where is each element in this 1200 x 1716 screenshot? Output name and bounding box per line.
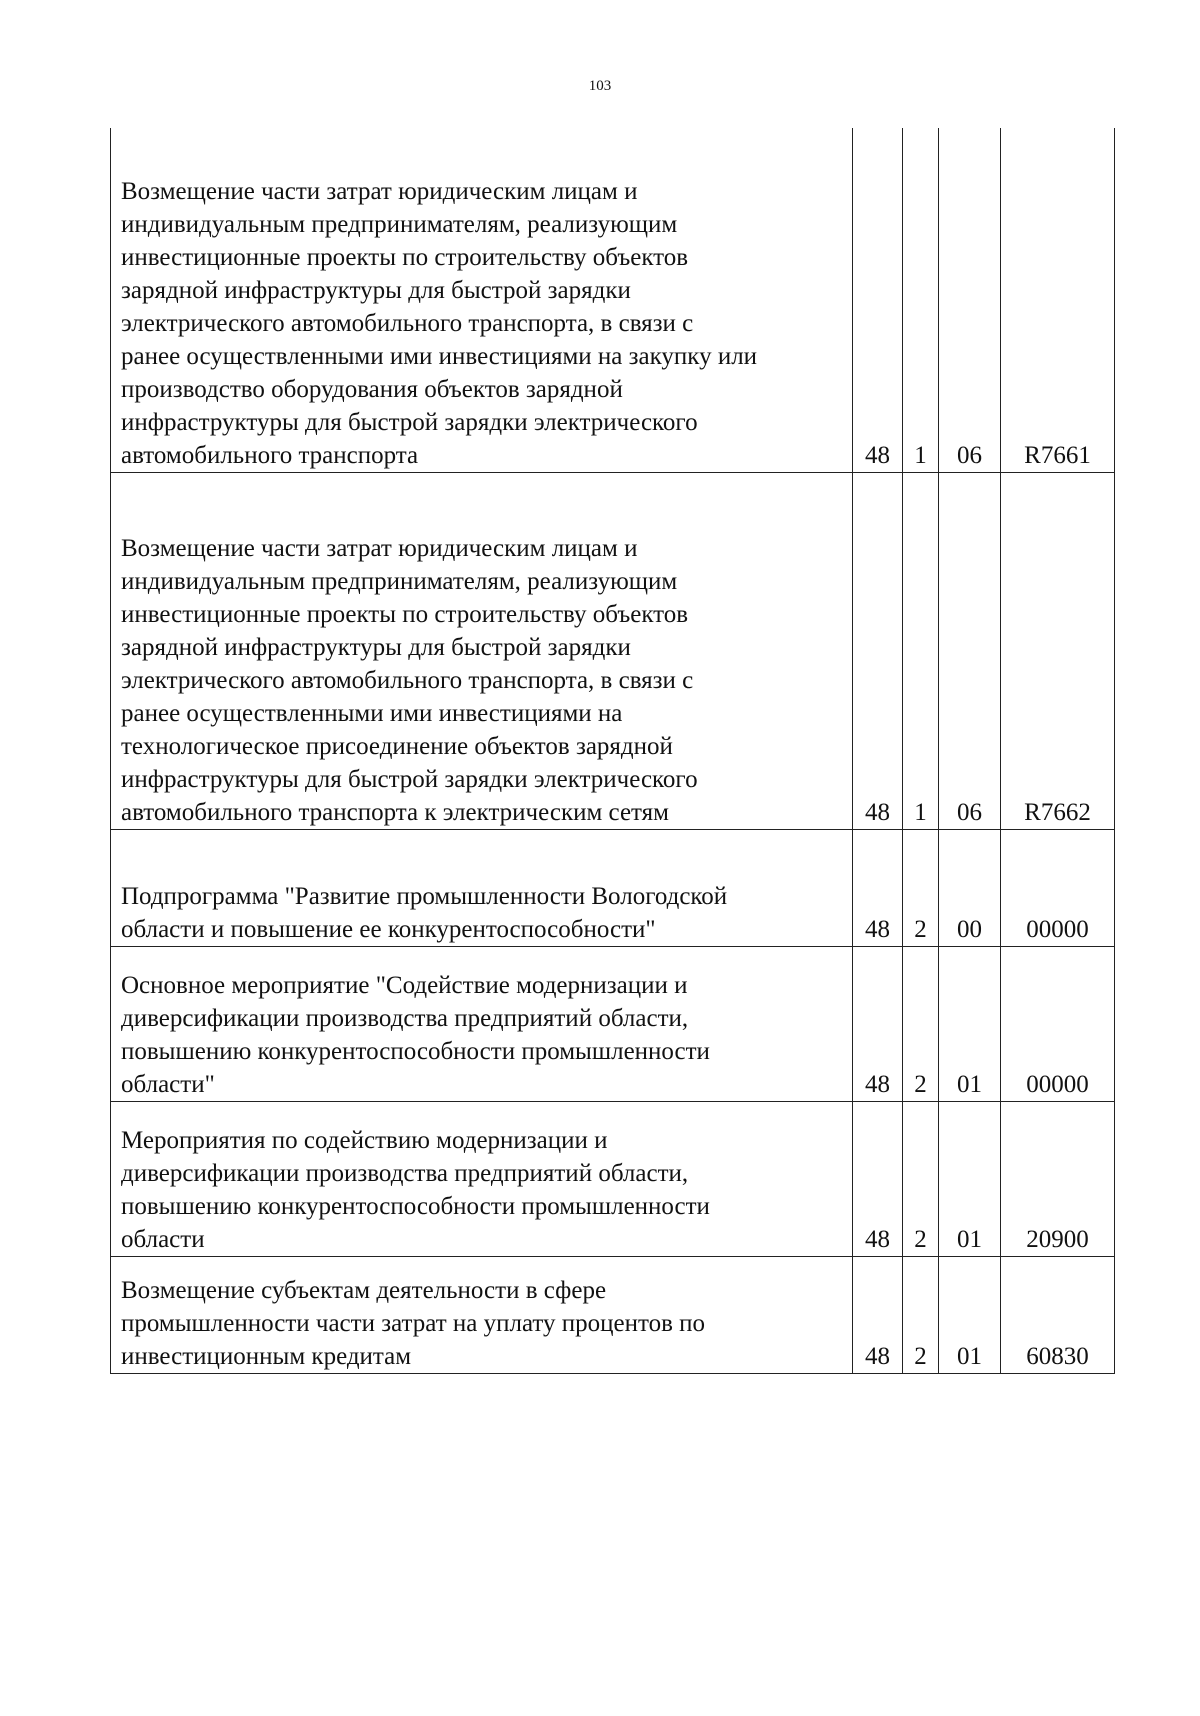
program-code-cell: 2: [903, 1102, 939, 1257]
row-description-cell: [111, 947, 853, 1102]
row-description: Возмещение субъектам деятельности в сфере промышленности части затрат на уплату процентов по инвестиционным кредитам: [121, 1277, 706, 1370]
row-description-cell: [111, 473, 853, 830]
table-row: [111, 473, 1115, 830]
program-code-cell: 2: [903, 1257, 939, 1374]
expense-code-cell: R7661: [1001, 128, 1115, 473]
table-row: [111, 1102, 1115, 1257]
subprogram-code-cell: 01: [939, 1257, 1001, 1374]
row-description-cell: [111, 128, 853, 473]
program-code-cell: 1: [903, 473, 939, 830]
row-description: Основное мероприятие "Содействие модернизации и диверсификации производства предприятий области, повышению конкурентоспособности промышленности области": [121, 972, 710, 1098]
row-description-cell: [111, 1257, 853, 1374]
row-description-cell: [111, 1102, 853, 1257]
expense-code-cell: 20900: [1001, 1102, 1115, 1257]
ministry-code-cell: 48: [853, 1257, 903, 1374]
row-description: Подпрограмма "Развитие промышленности Вологодской области и повышение ее конкурентоспособности": [121, 883, 728, 943]
program-code-cell: 2: [903, 830, 939, 947]
expense-code-cell: 60830: [1001, 1257, 1115, 1374]
ministry-code-cell: 48: [853, 947, 903, 1102]
program-code-cell: 1: [903, 128, 939, 473]
table-row: [111, 128, 1115, 473]
page-number: 103: [588, 78, 612, 94]
expense-code-cell: R7662: [1001, 473, 1115, 830]
row-description-cell: [111, 830, 853, 947]
ministry-code-cell: 48: [853, 1102, 903, 1257]
table-row: [111, 830, 1115, 947]
table-row: [111, 1257, 1115, 1374]
subprogram-code-cell: 01: [939, 1102, 1001, 1257]
table-row: [111, 947, 1115, 1102]
row-description: Возмещение части затрат юридическим лицам и индивидуальным предпринимателям, реализующим инвестиционные проекты по строительству объектов зарядной инфраструктуры для быстрой зарядки электрического автомобильного транспорта, в связи с ранее осуществленными ими инвестициями на технологическое присоединение объектов зарядной инфраструктуры для быстрой зарядки электрического автомобильного транспорта к электрическим сетям: [121, 535, 698, 826]
budget-classification-table: [110, 128, 1115, 1374]
subprogram-code-cell: 00: [939, 830, 1001, 947]
subprogram-code-cell: 01: [939, 947, 1001, 1102]
row-description: Возмещение части затрат юридическим лицам и индивидуальным предпринимателям, реализующим инвестиционные проекты по строительству объектов зарядной инфраструктуры для быстрой зарядки электрического автомобильного транспорта, в связи с ранее осуществленными ими инвестициями на закупку или производство оборудования объектов зарядной инфраструктуры для быстрой зарядки электрического автомобильного транспорта: [121, 178, 758, 469]
ministry-code-cell: 48: [853, 128, 903, 473]
ministry-code-cell: 48: [853, 830, 903, 947]
expense-code-cell: 00000: [1001, 830, 1115, 947]
row-description: Мероприятия по содействию модернизации и диверсификации производства предприятий области, повышению конкурентоспособности промышленности области: [121, 1127, 710, 1253]
subprogram-code-cell: 06: [939, 473, 1001, 830]
ministry-code-cell: 48: [853, 473, 903, 830]
program-code-cell: 2: [903, 947, 939, 1102]
expense-code-cell: 00000: [1001, 947, 1115, 1102]
subprogram-code-cell: 06: [939, 128, 1001, 473]
